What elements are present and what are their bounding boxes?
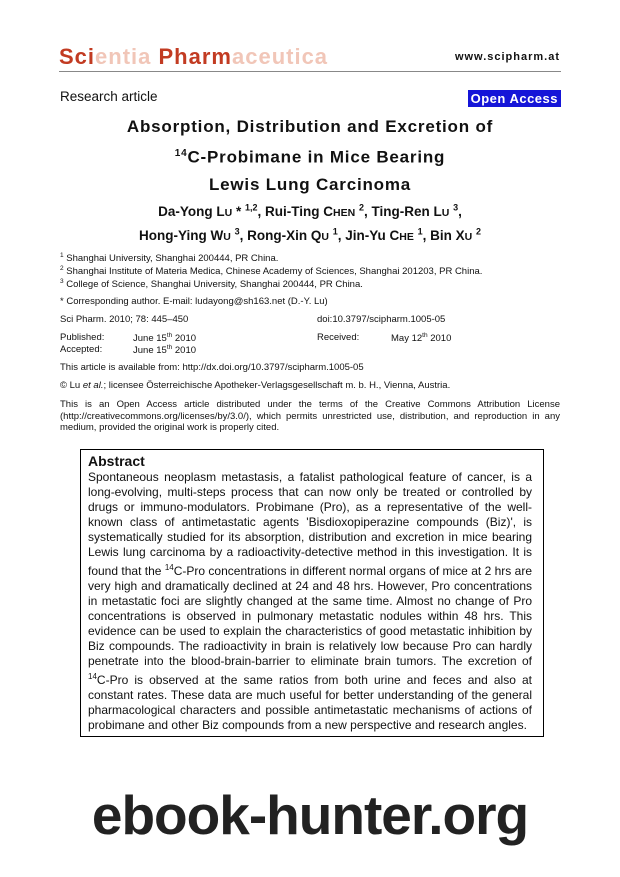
availability-link[interactable]: This article is available from: http://dx.doi.org/10.3797/scipharm.1005-05 [60,362,364,373]
isotope-superscript: 14 [174,148,188,159]
journal-logo-part: Pharm [151,44,232,69]
author: Bin XU $^2$ [430,226,482,243]
author: Rui-Ting CHEN $^2$, [265,202,372,219]
author: Ting-Ren LU $^3$, [371,202,462,219]
journal-website[interactable]: www.scipharm.at [454,51,560,63]
article-title [60,113,560,198]
author: Rong-Xin QU $^1$, [247,226,346,243]
author-list [60,198,560,247]
citation: Sci Pharm. 2010; 78: 445–450 [60,314,189,325]
journal-logo-part: aceutica [231,44,329,69]
published-label: Published: [60,332,105,343]
journal-logo [59,44,328,70]
doi[interactable]: doi:10.3797/scipharm.1005-05 [317,314,446,325]
article-type: Research article [60,89,158,104]
abstract-text: Spontaneous neoplasm metastasis, a fatalist pathological feature of cancer, is a long-evolving, multi-steps process that can now only be treated or controlled by drugs or immuno-modulators. Probimane (Pro), as a representative of the well-known class of antimetastatic agents 'Bisdioxopiperazine compounds (Biz)', is systematically studied for its absorption, distribution and excretion in mice bearing Lewis lung carcinoma by a radioactivity-detective method in this investigation. It is found that the $^{14}$C-Pro concentrations in different normal organs of mice at 2 hrs are very high and dramatically declined at 24 and 48 hrs. However, Pro concentrations in metastatic foci are slightly changed at the same time. Almost no change of Pro concentrations is observed in pulmonary metastatic nodules within 48 hrs. This evidence can be used to explain the characteristics of good metastatic inhibition by Biz compounds. The radioactivity in brain is relatively low because Pro can hardly penetrate into the blood-brain-barrier to eliminate brain tumors. The excretion of $^{14}$C-Pro is observed at the same ratios from both urine and feces and also at constant rates. These data are much useful for better understanding of the general pharmacological characters and possible antimetastatic mechanisms of actions of probimane and other Biz compounds from a new perspective and research angles. [88,470,533,732]
title-line-text: C-Probimane in Mice Bearing [187,147,446,167]
journal-logo-part: entia [95,44,152,69]
affiliation: $^1$ Shanghai University, Shanghai 200444, PR China. [60,252,279,265]
copyright-notice: © Lu et al.; licensee Österreichische Apotheker-Verlagsgesellschaft m. b. H., Vienna, Austria. [60,380,451,391]
journal-logo-part: Sci [59,44,96,69]
open-access-badge: Open Access [468,90,561,107]
license-statement: This is an Open Access article distributed under the terms of the Creative Commons Attribution License (http://creativecommons.org/licenses/by/3.0/), which permits unrestricted use, distribution, and reproduction in any medium, provided the original work is properly cited. [60,399,560,433]
title-line: Absorption, Distribution and Excretion of [126,117,494,136]
received-label: Received: [317,332,360,343]
abstract-heading: Abstract [88,453,145,469]
author-line [60,198,560,223]
author: Hong-Ying WU $^3$, [138,226,248,243]
author-line [60,223,560,248]
watermark: ebook-hunter.org [91,784,529,846]
author: Da-Yong LU * $^{1,2}$, [158,202,266,219]
author: Jin-Yu CHE $^1$, [345,226,431,243]
published-date: June 15th 2010 [133,332,197,345]
received-date: May 12th 2010 [391,332,452,345]
title-line: Lewis Lung Carcinoma [208,174,412,194]
header-divider [59,71,561,72]
title-line [60,140,560,171]
affiliation: $^2$ Shanghai Institute of Materia Medica, Chinese Academy of Sciences, Shanghai 201203, PR China. [60,265,483,278]
accepted-label: Accepted: [60,344,103,355]
corresponding-author: * Corresponding author. E-mail: ludayong@sh163.net (D.-Y. Lu) [60,296,328,307]
affiliation: $^3$ College of Science, Shanghai University, Shanghai 200444, PR China. [60,278,363,291]
accepted-date: June 15th 2010 [133,344,197,357]
